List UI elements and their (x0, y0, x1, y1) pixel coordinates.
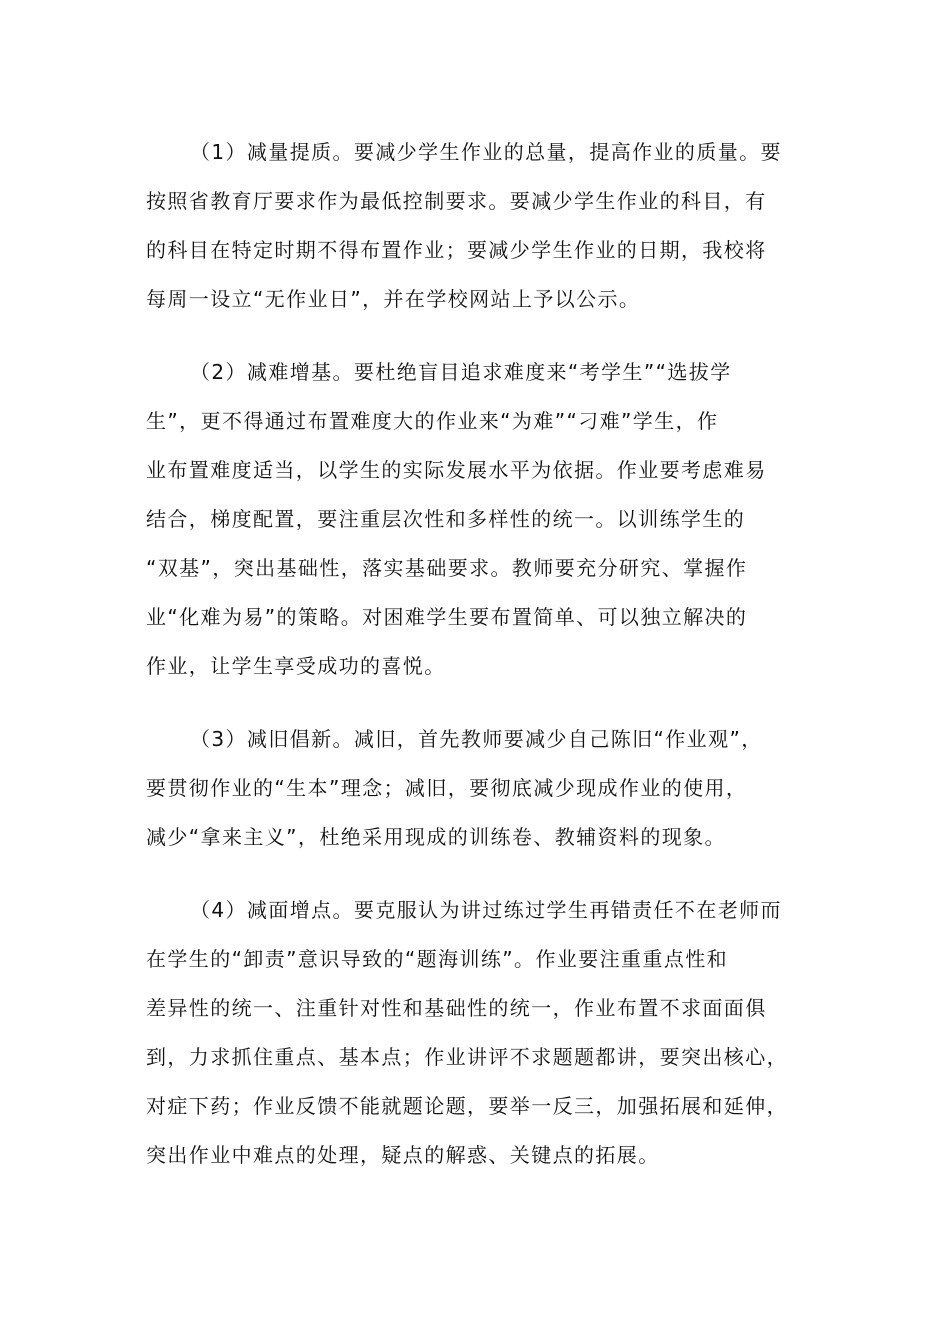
text-line: 到，力求抓住重点、基本点；作业讲评不求题题都讲，要突出核心， (146, 1045, 788, 1069)
text-line: 减少“拿来主义”，杜绝采用现成的训练卷、教辅资料的现象。 (146, 825, 726, 849)
text-line: 结合，梯度配置，要注重层次性和多样性的统一。以训练学生的 (146, 507, 746, 531)
paragraph-1 (146, 128, 814, 324)
text-line: （3）减旧倡新。减旧，首先教师要减少自己陈旧“作业观”， (190, 727, 763, 751)
paragraph-4 (146, 886, 814, 1180)
paragraph-2 (146, 348, 814, 691)
document-body (146, 128, 814, 1204)
text-line: “双基”，突出基础性，落实基础要求。教师要充分研究、掌握作 (146, 556, 748, 580)
text-line: 突出作业中难点的处理，疑点的解惑、关键点的拓展。 (146, 1143, 660, 1167)
text-line: （1）减量提质。要减少学生作业的总量，提高作业的质量。要 (190, 140, 782, 164)
text-line: 差异性的统一、注重针对性和基础性的统一，作业布置不求面面俱 (146, 996, 767, 1020)
text-line: 业“化难为易”的策略。对困难学生要布置简单、可以独立解决的 (146, 605, 748, 629)
text-line: 在学生的“卸责”意识导致的“题海训练”。作业要注重重点性和 (146, 947, 729, 971)
text-line: 的科目在特定时期不得布置作业；要减少学生作业的日期，我校将 (146, 238, 767, 262)
text-line: 对症下药；作业反馈不能就题论题，要举一反三，加强拓展和延伸， (146, 1094, 788, 1118)
text-line: 要贯彻作业的“生本”理念；减旧，要彻底减少现成作业的使用， (146, 776, 748, 800)
text-line: 生”，更不得通过布置难度大的作业来“为难”“刁难”学生，作 (146, 409, 719, 433)
paragraph-3 (146, 715, 814, 862)
text-line: （2）减难增基。要杜绝盲目追求难度来“考学生”“选拔学 (190, 360, 732, 384)
text-line: 业布置难度适当，以学生的实际发展水平为依据。作业要考虑难易 (146, 458, 767, 482)
text-line: 作业，让学生享受成功的喜悦。 (146, 654, 446, 678)
text-line: （4）减面增点。要克服认为讲过练过学生再错责任不在老师而 (190, 898, 782, 922)
text-line: 按照省教育厅要求作为最低控制要求。要减少学生作业的科目，有 (146, 189, 767, 213)
text-line: 每周一设立“无作业日”，并在学校网站上予以公示。 (146, 287, 641, 311)
